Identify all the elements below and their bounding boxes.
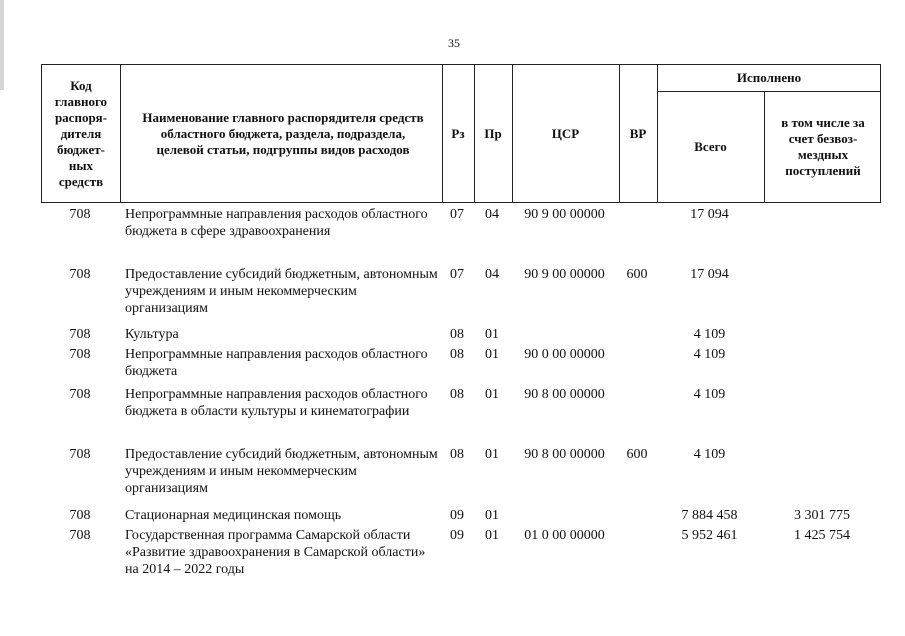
cell-code: 708	[69, 267, 91, 282]
cell-total: 4 109	[693, 347, 726, 362]
cell-code: 708	[69, 327, 91, 342]
cell-code: 708	[69, 387, 91, 402]
cell-name: Государственная программа Самарской области «Развитие здравоохранения в Самарской области» на 2014 – 2022 годы	[125, 528, 426, 577]
cell-vr: 600	[626, 267, 648, 282]
cell-total: 4 109	[693, 387, 726, 402]
header-name: Наименование главного распорядителя средств областного бюджета, раздела, подраздела, целевой статьи, подгруппы видов расходов	[142, 110, 424, 157]
cell-name: Непрограммные направления расходов областного бюджета в сфере здравоохранения	[125, 207, 428, 239]
page-number: 35	[448, 36, 460, 50]
cell-pr: 01	[485, 347, 499, 362]
header-csr: ЦСР	[551, 126, 580, 141]
header-total: Всего	[694, 139, 727, 154]
cell-name: Стационарная медицинская помощь	[125, 508, 342, 523]
header-vr: ВР	[629, 126, 647, 141]
cell-total: 17 094	[690, 207, 729, 222]
cell-csr: 90 8 00 00000	[524, 387, 605, 402]
cell-csr: 01 0 00 00000	[524, 528, 605, 543]
cell-name: Непрограммные направления расходов областного бюджета	[125, 347, 428, 379]
cell-code: 708	[69, 528, 91, 543]
cell-rz: 09	[450, 508, 464, 523]
cell-rz: 07	[450, 267, 464, 282]
cell-csr: 90 0 00 00000	[524, 347, 605, 362]
cell-rz: 09	[450, 528, 464, 543]
cell-rz: 08	[450, 447, 464, 462]
cell-csr: 90 9 00 00000	[524, 207, 605, 222]
cell-total: 4 109	[693, 327, 726, 342]
cell-csr: 90 8 00 00000	[524, 447, 605, 462]
cell-name: Непрограммные направления расходов областного бюджета в области культуры и кинематографии	[125, 387, 428, 419]
cell-code: 708	[69, 447, 91, 462]
cell-code: 708	[69, 508, 91, 523]
cell-gratuitous: 3 301 775	[794, 508, 850, 523]
cell-name: Предоставление субсидий бюджетным, автономным учреждениям и иным некоммерческим организациям	[125, 267, 438, 316]
cell-total: 4 109	[693, 447, 726, 462]
cell-total: 5 952 461	[681, 528, 738, 543]
header-code: Код главного распоря-дителя бюджет-ных средств	[54, 78, 108, 189]
cell-rz: 08	[450, 347, 464, 362]
header-gratuitous: в том числе за счет безвоз-мездных поступлений	[781, 115, 865, 178]
cell-csr: 90 9 00 00000	[524, 267, 605, 282]
cell-code: 708	[69, 207, 91, 222]
cell-rz: 07	[450, 207, 464, 222]
cell-pr: 01	[485, 447, 499, 462]
table-header	[41, 64, 881, 203]
cell-total: 7 884 458	[681, 508, 738, 523]
cell-name: Культура	[125, 327, 179, 342]
cell-name: Предоставление субсидий бюджетным, автономным учреждениям и иным некоммерческим организациям	[125, 447, 438, 496]
header-executed: Исполнено	[736, 70, 802, 85]
cell-pr: 01	[485, 387, 499, 402]
cell-rz: 08	[450, 327, 464, 342]
cell-pr: 04	[485, 267, 499, 282]
cell-total: 17 094	[690, 267, 729, 282]
cell-vr: 600	[626, 447, 648, 462]
cell-code: 708	[69, 347, 91, 362]
scan-edge-mark	[0, 0, 4, 90]
cell-pr: 01	[485, 327, 499, 342]
cell-pr: 01	[485, 508, 499, 523]
cell-gratuitous: 1 425 754	[794, 528, 850, 543]
header-rz: Рз	[451, 126, 465, 141]
cell-pr: 04	[485, 207, 499, 222]
cell-pr: 01	[485, 528, 499, 543]
cell-rz: 08	[450, 387, 464, 402]
header-pr: Пр	[484, 126, 502, 141]
